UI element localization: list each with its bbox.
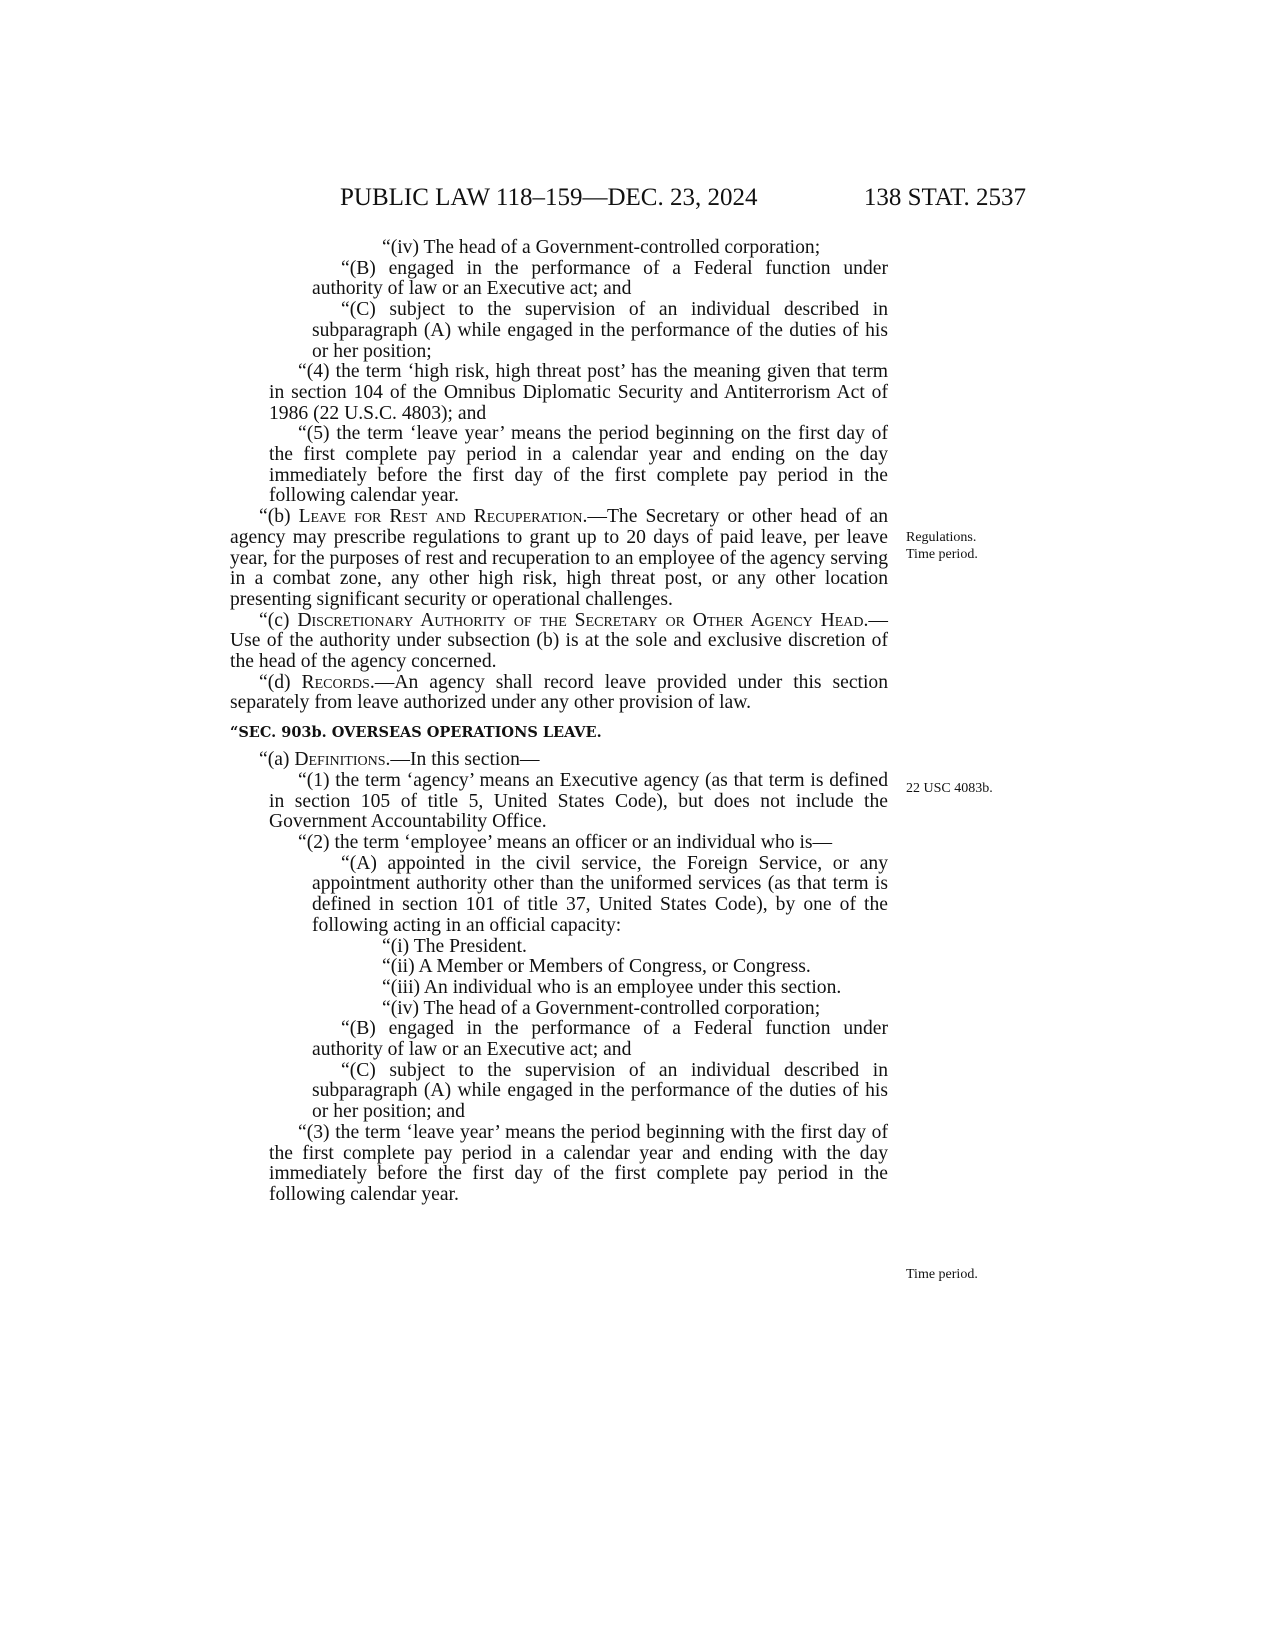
statute-page-number: 138 STAT. 2537 (863, 184, 1026, 211)
paragraph-iv-corporation-head-2: “(iv) The head of a Government-controlled corporation; (382, 997, 821, 1019)
paragraph-i-president: “(i) The President. (382, 935, 527, 957)
paragraph-2-employee: “(2) the term ‘employee’ means an officer or an individual who is— (298, 831, 833, 853)
subsection-c-lead: “(c) (259, 609, 298, 631)
statute-text (230, 238, 888, 1206)
paragraph-c-supervision: “(C) subject to the supervision of an individual described in subparagraph (A) while engaged in the performance of the duties of his or her position; (312, 299, 888, 362)
paragraph-iii-employee: “(iii) An individual who is an employee under this section. (382, 976, 842, 998)
margin-note-usc-citation: 22 USC 4083b. (906, 781, 993, 796)
subsection-c-discretionary-authority (230, 611, 888, 673)
margin-note-regulations-text: Regulations. (906, 530, 977, 545)
paragraph-4-high-risk-post: “(4) the term ‘high risk, high threat post’ has the meaning given that term in section 104 of the Omnibus Diplomatic Security and Antiterrorism Act of 1986 (22 U.S.C. 4803); and (269, 361, 888, 424)
paragraph-a-appointed: “(A) appointed in the civil service, the Foreign Service, or any appointment authority other than the uniformed services (as that term is defined in section 101 of title 37, United States Code), by one of the following acting in an official capacity: (312, 852, 888, 936)
subsection-a-definitions (230, 750, 888, 771)
section-heading: “SEC. 903b. OVERSEAS OPERATIONS LEAVE. (230, 724, 602, 742)
subsection-d-heading: Records (301, 671, 370, 693)
subsection-b-text: .—The Secretary or other head of an agency may prescribe regulations to grant up to 20 days of paid leave, per leave year, for the purposes of rest and recuperation to an employee of the agency serving in a combat zone, any other high risk, high threat post, or any other location presenting significant security or operational challenges. (230, 506, 888, 610)
paragraph-ii-congress: “(ii) A Member or Members of Congress, or Congress. (382, 956, 811, 978)
paragraph-iv-corporation-head: “(iv) The head of a Government-controlled corporation; (382, 237, 821, 258)
subsection-a-heading: Definitions (294, 749, 386, 771)
paragraph-3-leave-year: “(3) the term ‘leave year’ means the period beginning with the first day of the first complete pay period in a calendar year and ending with the day immediately before the first day of the first complete pay period in the following calendar year. (269, 1121, 888, 1205)
margin-note-time-period: Time period. (906, 547, 978, 562)
subsection-b-lead: “(b) (259, 506, 299, 528)
paragraph-1-agency: “(1) the term ‘agency’ means an Executive agency (as that term is defined in section 105 of title 5, United States Code), but does not include the Government Accountability Office. (269, 769, 888, 833)
subsection-d-records (230, 673, 888, 714)
subsection-a-lead: “(a) (259, 749, 295, 771)
subsection-b-rest-recuperation (230, 507, 888, 611)
paragraph-b-federal-function-2: “(B) engaged in the performance of a Federal function under authority of law or an Executive act; and (312, 1018, 888, 1061)
subsection-c-text: .—Use of the authority under subsection (b) is at the sole and exclusive discretion of the head of the agency concerned. (230, 609, 889, 673)
paragraph-b-federal-function: “(B) engaged in the performance of a Federal function under authority of law or an Executive act; and (312, 257, 888, 300)
paragraph-5-leave-year: “(5) the term ‘leave year’ means the period beginning on the first day of the first complete pay period in a calendar year and ending on the day immediately before the first day of the first complete pay period in the following calendar year. (269, 423, 888, 507)
subsection-b-heading: Leave for Rest and Recuperation (298, 506, 583, 528)
margin-note-time-period-2: Time period. (906, 1267, 978, 1282)
paragraph-c-supervision-2: “(C) subject to the supervision of an individual described in subparagraph (A) while engaged in the performance of the duties of his or her position; and (312, 1059, 888, 1123)
subsection-d-text: .—An agency shall record leave provided under this section separately from leave authorized under any other provision of law. (230, 671, 888, 714)
subsection-a-text: .—In this section— (385, 749, 540, 771)
public-law-citation: PUBLIC LAW 118–159—DEC. 23, 2024 (340, 184, 758, 211)
subsection-c-heading: Discretionary Authority of the Secretary or Other Agency Head (297, 609, 864, 631)
subsection-d-lead: “(d) (259, 671, 302, 693)
margin-note-regulations (906, 529, 978, 563)
